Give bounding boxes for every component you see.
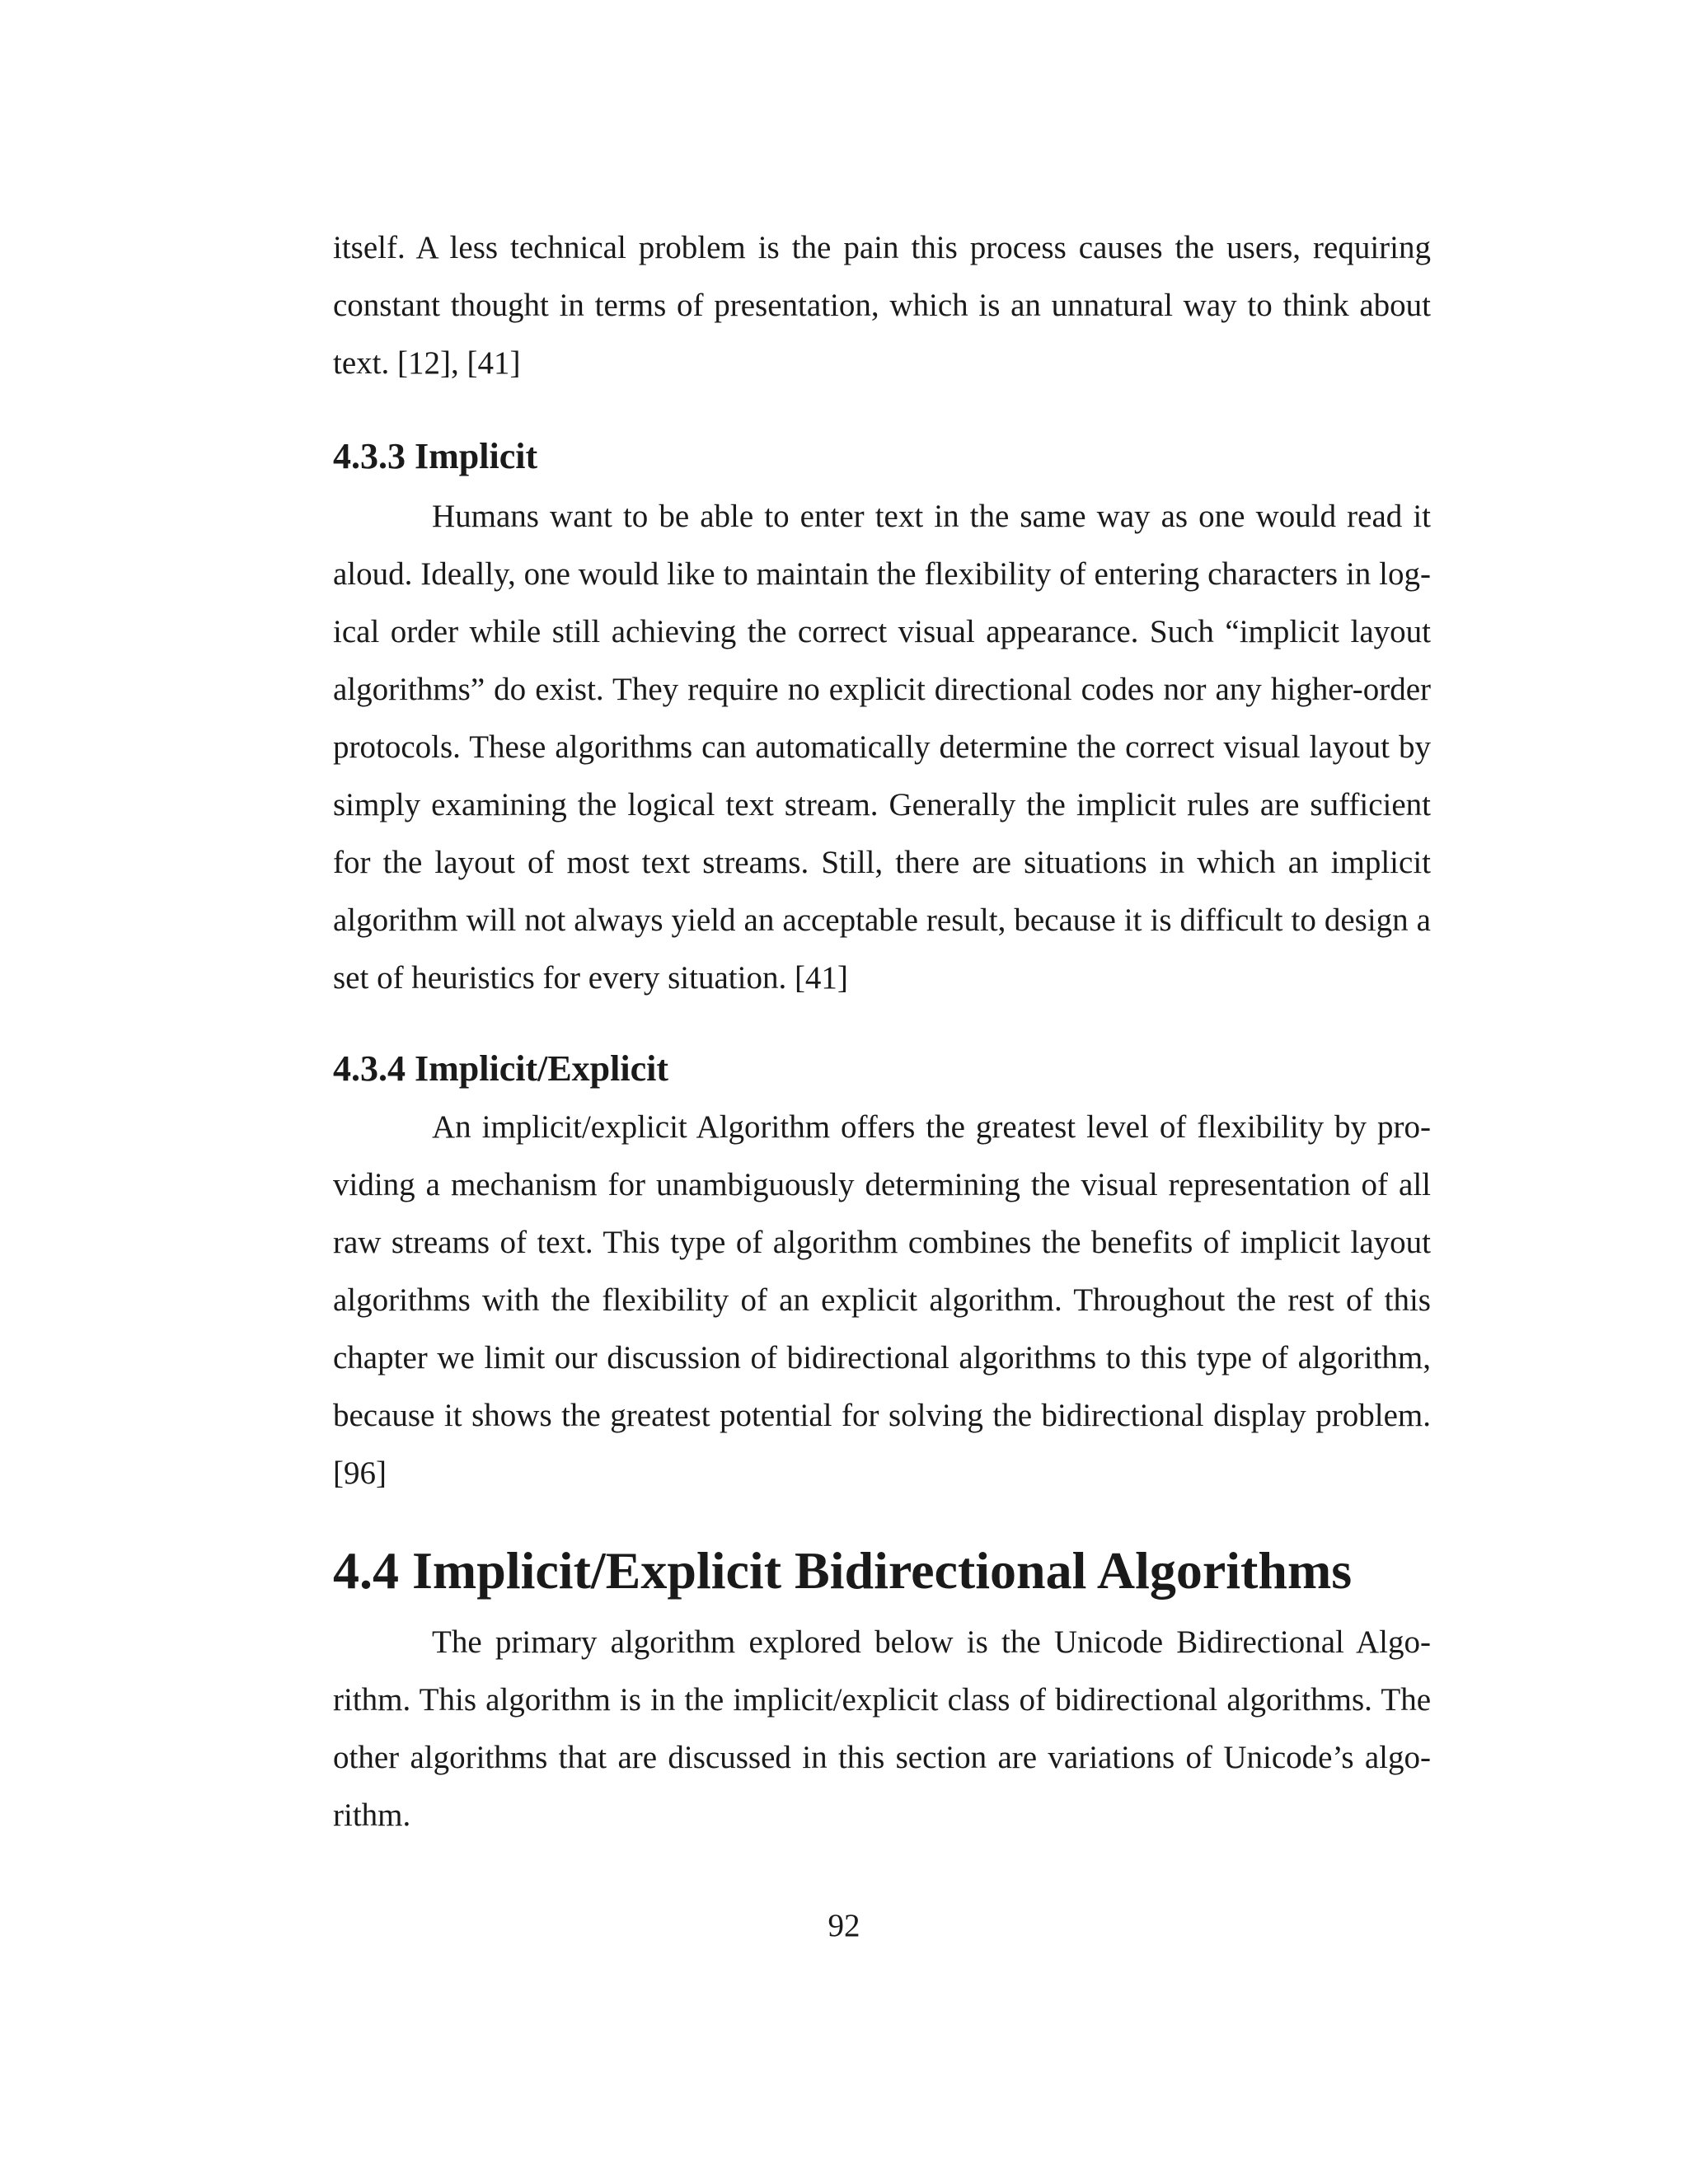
section-heading-4-3-4: 4.3.4 Implicit/Explicit: [333, 1048, 668, 1089]
intro-paragraph: itself. A less technical problem is the pain this process causes the users, requiring constant thought in terms of presentation, which is an unnatural way to think about text. [12], [41]: [333, 230, 1431, 381]
section-4-3-3-paragraph: Humans want to be able to enter text in the same way as one would read it aloud. Ideally, one would like to maintain the flexibility of entering characters in logical order while still achieving the correct visual appearance. Such “implicit layout algorithms” do exist. They require no explicit directional codes nor any higher-order protocols. These algorithms can automatically determine the correct visual layout by simply examining the logical text stream. Generally the implicit rules are sufficient for the layout of most text streams. Still, there are situations in which an implicit algorithm will not always yield an acceptable result, because it is difficult to design a set of heuristics for every situation. [41]: [333, 499, 1431, 996]
section-4-4-paragraph: The primary algorithm explored below is the Unicode Bidirectional Algorithm. This algorithm is in the implicit/explicit class of bidirectional algorithms. The other algorithms that are discussed in this section are variations of Unicode’s algorithm.: [333, 1624, 1431, 1833]
section-heading-4-4: 4.4 Implicit/Explicit Bidirectional Algorithms: [333, 1541, 1353, 1600]
page-number: 92: [828, 1908, 860, 1943]
section-4-3-4-paragraph: An implicit/explicit Algorithm offers the greatest level of flexibility by providing a mechanism for unambiguously determining the visual representation of all raw streams of text. This type of algorithm combines the benefits of implicit layout algorithms with the flexibility of an explicit algorithm. Throughout the rest of this chapter we limit our discussion of bidirectional algorithms to this type of algorithm, because it shows the greatest potential for solving the bidirectional display problem. [96]: [333, 1109, 1431, 1491]
section-heading-4-3-3: 4.3.3 Implicit: [333, 436, 538, 476]
